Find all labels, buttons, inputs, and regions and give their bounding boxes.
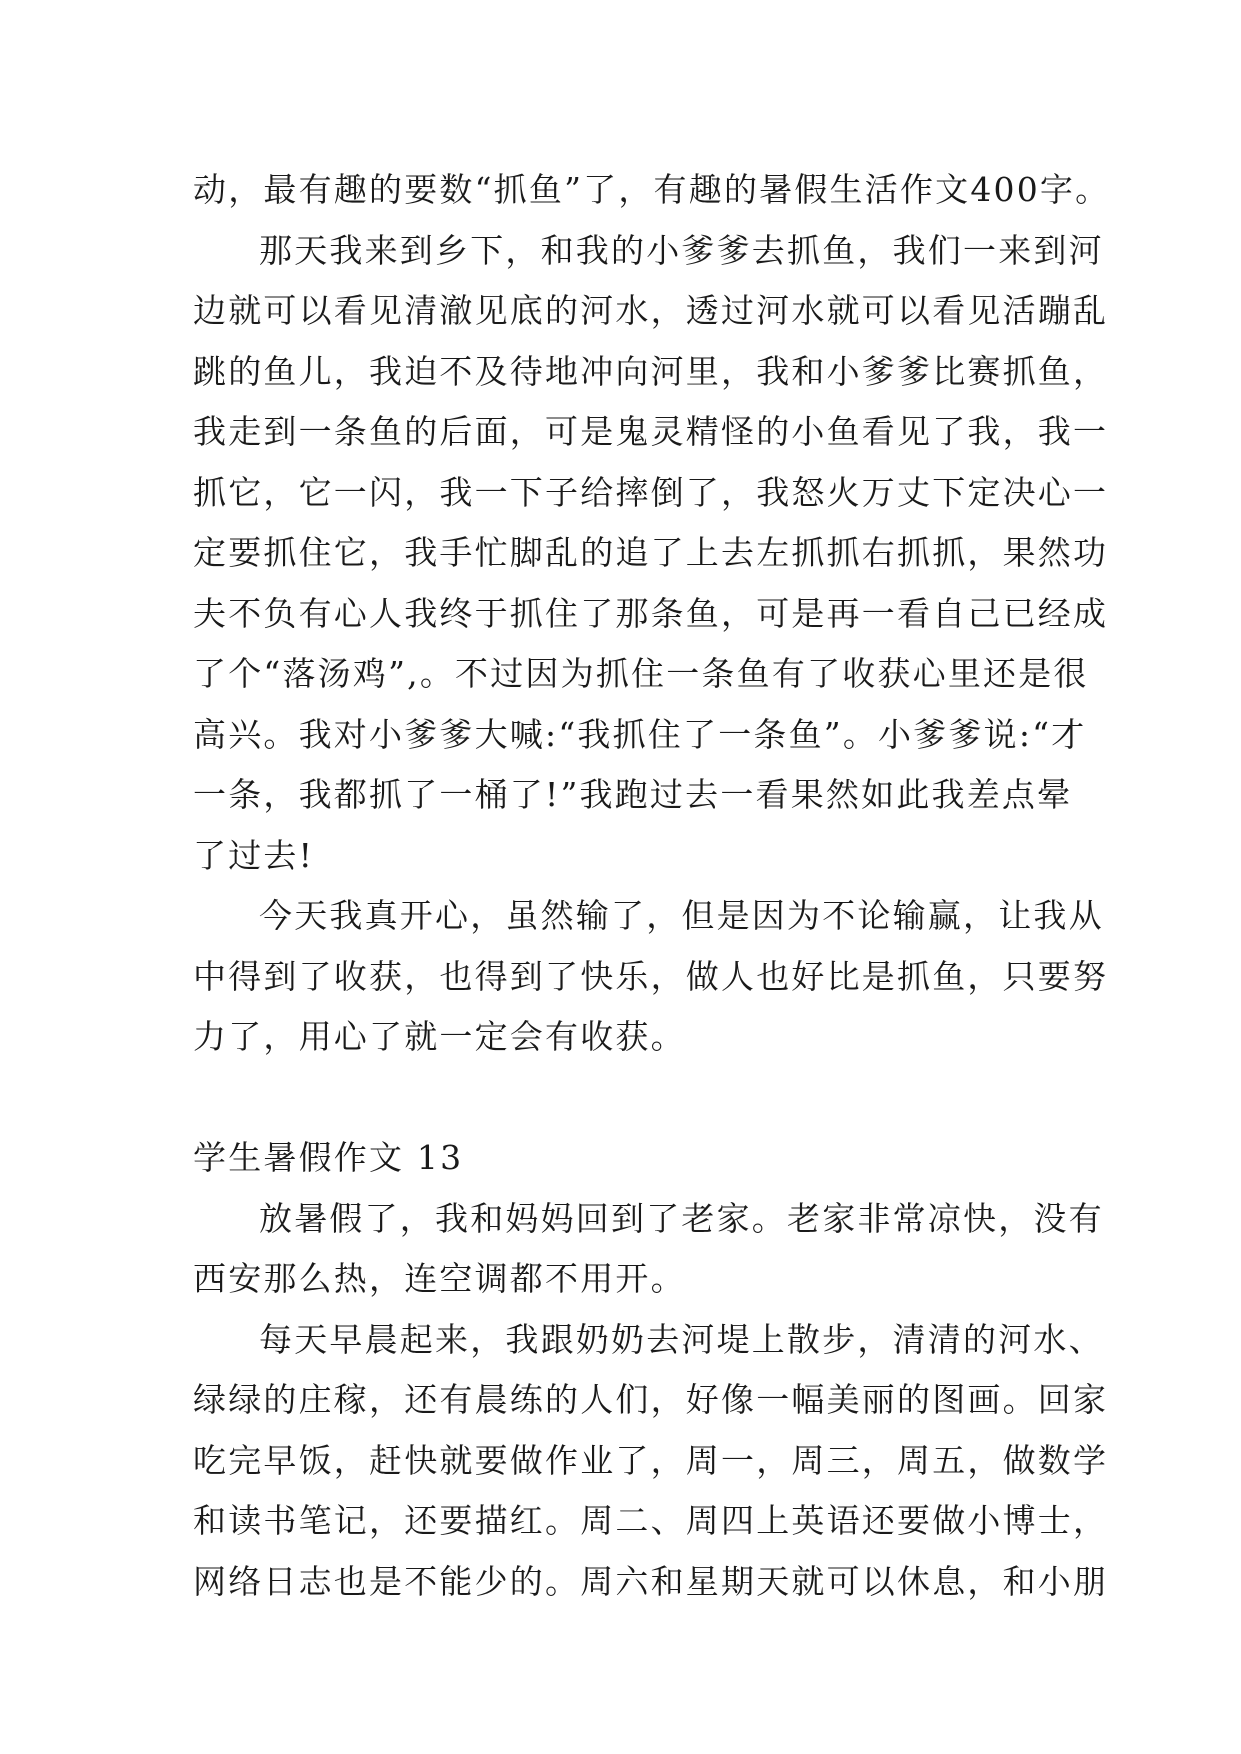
section-title: 学生暑假作文 13 [193, 1138, 464, 1177]
text-line: 了过去! [193, 835, 315, 875]
text-line: 绿绿的庄稼，还有晨练的人们，好像一幅美丽的图画。回家 [193, 1380, 1109, 1419]
text-line: 西安那么热，连空调都不用开。 [193, 1259, 686, 1298]
text-line: 一条，我都抓了一桶了!”我跑过去一看果然如此我差点晕 [193, 775, 1073, 814]
text-line: 抓它，它一闪，我一下子给摔倒了，我怒火万丈下定决心一 [193, 472, 1109, 512]
text-line: 力了，用心了就一定会有收获。 [193, 1017, 686, 1056]
text-line: 了个“落汤鸡”,。不过因为抓住一条鱼有了收获心里还是很 [193, 654, 1089, 693]
text-line: 跳的鱼儿，我迫不及待地冲向河里，我和小爹爹比赛抓鱼， [193, 351, 1109, 391]
paragraph-first-line: 每天早晨起来，我跟奶奶去河堤上散步，清清的河水、 [259, 1319, 1104, 1359]
paragraph-first-line: 那天我来到乡下，和我的小爹爹去抓鱼，我们一来到河 [259, 230, 1104, 270]
text-line: 和读书笔记，还要描红。周二、周四上英语还要做小博士， [193, 1501, 1109, 1540]
text-line: 动，最有趣的要数“抓鱼”了，有趣的暑假生活作文400字。 [193, 170, 1111, 209]
section-gap [193, 1068, 1053, 1129]
text-line: 定要抓住它，我手忙脚乱的追了上去左抓抓右抓抓，果然功 [193, 533, 1109, 572]
text-line: 中得到了收获，也得到了快乐，做人也好比是抓鱼，只要努 [193, 956, 1109, 996]
text-line: 夫不负有心人我终于抓住了那条鱼，可是再一看自己已经成 [193, 593, 1109, 633]
text-line: 高兴。我对小爹爹大喊:“我抓住了一条鱼”。小爹爹说:“才 [193, 714, 1087, 754]
text-line: 我走到一条鱼的后面，可是鬼灵精怪的小鱼看见了我，我一 [193, 412, 1109, 451]
document-body [193, 160, 1111, 1612]
paragraph-first-line: 放暑假了，我和妈妈回到了老家。老家非常凉快，没有 [259, 1198, 1104, 1238]
text-line: 吃完早饭，赶快就要做作业了，周一，周三，周五，做数学 [193, 1440, 1109, 1480]
text-line: 网络日志也是不能少的。周六和星期天就可以休息，和小朋 [193, 1561, 1109, 1601]
text-line: 边就可以看见清澈见底的河水，透过河水就可以看见活蹦乱 [193, 291, 1109, 330]
paragraph-first-line: 今天我真开心，虽然输了，但是因为不论输赢，让我从 [259, 896, 1104, 935]
